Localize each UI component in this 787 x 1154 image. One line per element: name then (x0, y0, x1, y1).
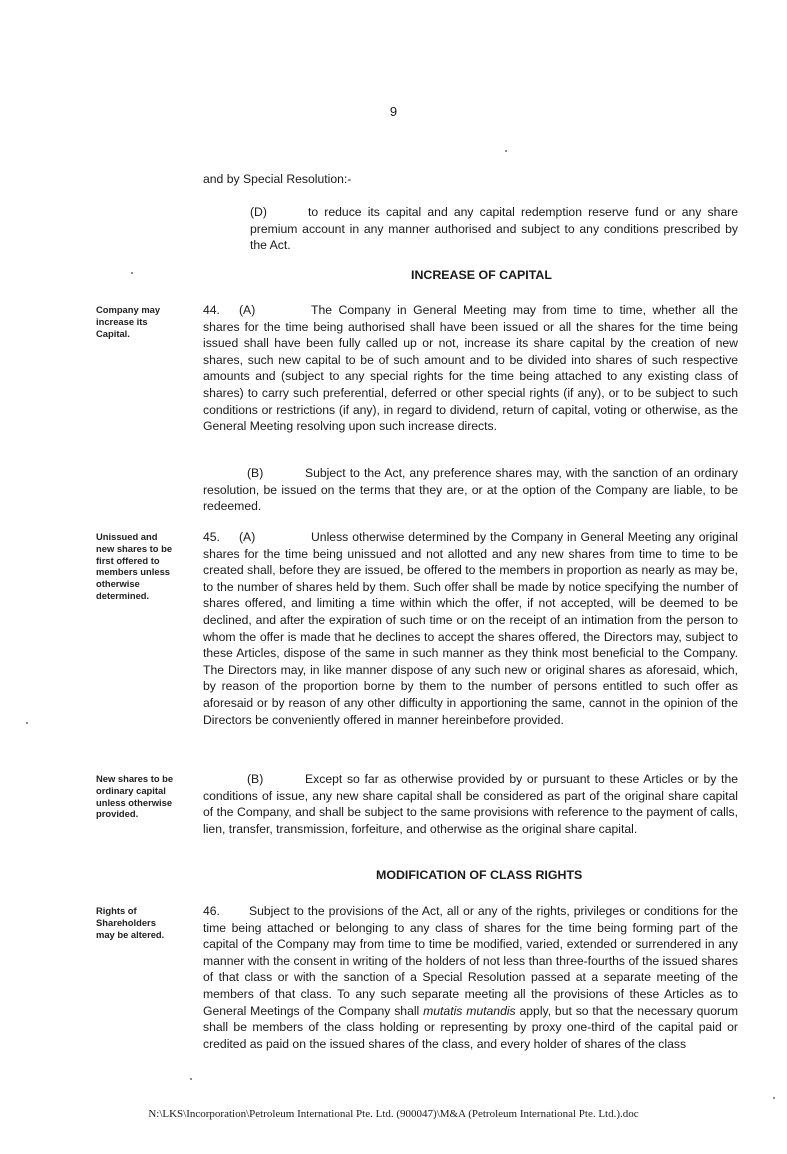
clause-d (250, 204, 738, 254)
scan-speck (505, 150, 507, 152)
clause-d-label: (D) (250, 205, 267, 219)
scan-speck (26, 722, 28, 724)
clause-44a-text: The Company in General Meeting may from time to time, whether all the shares for the time being authorised shall have been issued or all the shares for the time being issued shall have been fully called up or not, increase its share capital by the creation of new shares, such new capital to be of such amount and to be divided into shares of such respective amounts and (subject to any special rights for the time being attached to any existing class of shares) to carry such preferential, deferred or other special rights (if any), or to be subject to such conditions or restrictions (if any), in regard to dividend, return of capital, voting or otherwise, as the General Meeting resolving upon such increase directs. (203, 303, 738, 434)
clause-d-text: to reduce its capital and any capital redemption reserve fund or any share premium account in any manner authorised and subject to any conditions prescribed by the Act. (250, 205, 738, 253)
clause-44b-label: (B) (247, 466, 264, 480)
clause-45b-label: (B) (247, 772, 264, 786)
clause-45a-text: Unless otherwise determined by the Company in General Meeting any original shares for the time being unissued and not allotted and any new shares from time to time to be created shall, before they are issued, be offered to the members in proportion as nearly as may be, to the number of shares held by them. Such offer shall be made by notice specifying the number of shares offered, and limiting a time within which the offer, if not accepted, will be deemed to be declined, and after the expiration of such time or on the receipt of an intimation from the person to whom the offer is made that he declines to accept the shares offered, the Directors may, subject to these Articles, dispose of the same in such manner as they think most beneficial to the Company. The Directors may, in like manner dispose of any such new or original shares as aforesaid, which, by reason of the proportion borne by them to the number of persons entitled to such offer as aforesaid or by reason of any other difficulty in apportioning the same, cannot in the opinion of the Directors be conveniently offered in manner hereinbefore provided. (203, 530, 738, 727)
margin-note-45a: Unissued and new shares to be first offered to members unless otherwise determined. (96, 531, 173, 601)
scan-speck (773, 1097, 775, 1099)
clause-44a (203, 302, 738, 435)
clause-46-italic: mutatis mutandis (423, 1003, 516, 1018)
clause-44b (203, 465, 738, 515)
scan-speck (131, 272, 133, 274)
heading-increase-of-capital: INCREASE OF CAPITAL (411, 268, 552, 282)
clause-44-number: 44. (203, 303, 220, 317)
clause-46-text-before: Subject to the provisions of the Act, all or any of the rights, privileges or conditions for the time being attached or belonging to any class of shares for the time being forming part of the capital of the Company may from time to time be modified, varied, extended or surrendered in any manner with the consent in writing of the holders of not less than three-fourths of the issued shares of that class or with the sanction of a Special Resolution passed at a separate meeting of the members of that class. To any such separate meeting all the provisions of these Articles as to General Meetings of the Company shall (203, 904, 738, 1018)
clause-45a-label: (A) (239, 530, 256, 544)
clause-46-number: 46. (203, 904, 220, 918)
intro-line: and by Special Resolution:- (203, 172, 352, 186)
margin-note-46: Rights of Shareholders may be altered. (96, 905, 165, 940)
page-number: 9 (389, 104, 398, 119)
clause-45b-text: Except so far as otherwise provided by or pursuant to these Articles or by the conditions of issue, any new share capital shall be considered as part of the original share capital of the Company, and shall be subject to the same provisions with reference to the payment of calls, lien, transfer, transmission, forfeiture, and otherwise as the original share capital. (203, 772, 738, 836)
clause-44a-label: (A) (239, 303, 256, 317)
scan-speck (190, 1078, 192, 1080)
clause-45-number: 45. (203, 530, 220, 544)
margin-note-44: Company may increase its Capital. (96, 304, 161, 339)
clause-46 (203, 903, 738, 1052)
clause-46-text-after: apply, but so that the necessary quorum shall be members of the class holding or representing by proxy one-third of the capital paid or credited as paid on the issued shares of the class, and every holder of shares of the class (203, 1003, 738, 1051)
footer-file-path: N:\LKS\Incorporation\Petroleum International Pte. Ltd. (900047)\M&A (Petroleum International Pte. Ltd.).doc (148, 1108, 639, 1120)
heading-modification-of-class-rights: MODIFICATION OF CLASS RIGHTS (376, 868, 583, 882)
clause-45b (203, 771, 738, 837)
margin-note-45b: New shares to be ordinary capital unless otherwise provided. (96, 773, 174, 820)
clause-45a (203, 529, 738, 728)
clause-44b-text: Subject to the Act, any preference shares may, with the sanction of an ordinary resolution, be issued on the terms that they are, or at the option of the Company are liable, to be redeemed. (203, 466, 738, 514)
